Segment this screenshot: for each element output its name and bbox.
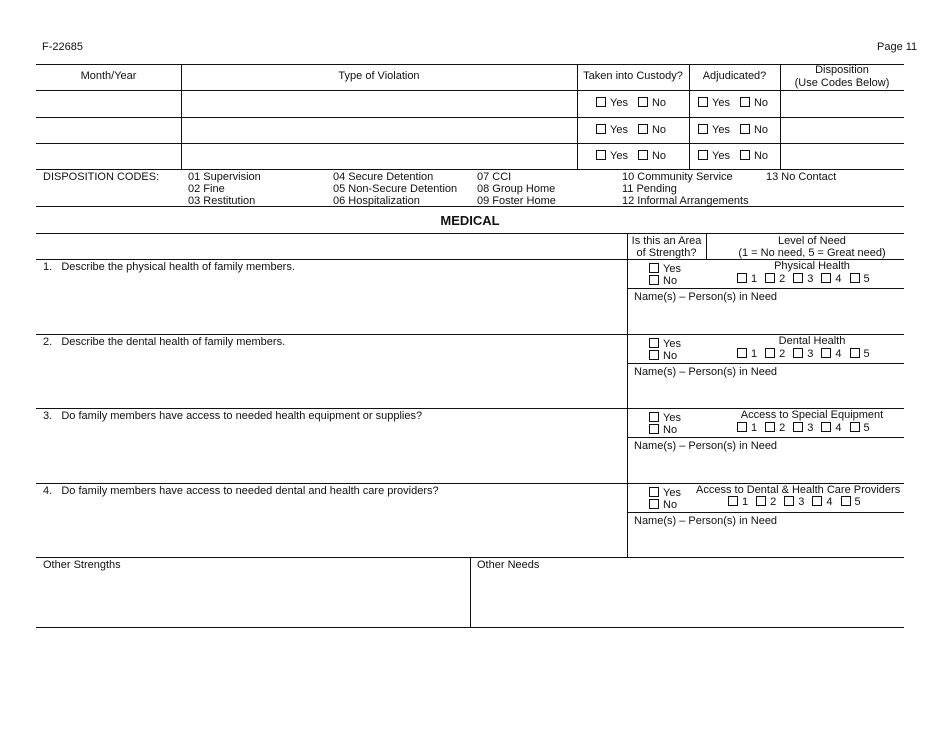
strength-no-checkbox[interactable] xyxy=(649,424,659,434)
need-label: Dental Health xyxy=(778,335,846,347)
adjudicated-row-2 xyxy=(698,124,778,136)
no-label: No xyxy=(753,97,769,109)
no-label: No xyxy=(663,499,678,511)
form-number: F-22685 xyxy=(42,41,83,53)
question-text xyxy=(43,261,295,273)
need-1-checkbox[interactable] xyxy=(728,496,738,506)
code-item: 01 Supervision xyxy=(188,171,261,183)
custody-no-checkbox[interactable] xyxy=(638,124,648,134)
scale-label: 4 xyxy=(835,348,842,360)
scale-label: 1 xyxy=(751,422,758,434)
custody-row-3 xyxy=(596,150,676,162)
need-5-checkbox[interactable] xyxy=(850,348,860,358)
strength-yes-checkbox[interactable] xyxy=(649,412,659,422)
yes-label: Yes xyxy=(663,412,681,424)
question-number: 4. xyxy=(43,485,53,497)
scale-label: 5 xyxy=(863,348,870,360)
adjudicated-no-checkbox[interactable] xyxy=(740,124,750,134)
strength-header xyxy=(627,235,706,259)
yes-label: Yes xyxy=(610,124,628,136)
need-2-checkbox[interactable] xyxy=(765,273,775,283)
need-header-line2: (1 = No need, 5 = Great need) xyxy=(738,247,886,259)
code-item: 03 Restitution xyxy=(188,195,256,207)
need-header-line1: Level of Need xyxy=(778,235,846,247)
codes-col-3 xyxy=(477,171,556,207)
question-number: 2. xyxy=(43,336,53,348)
need-scale xyxy=(737,422,878,434)
col-disposition-line1: Disposition xyxy=(815,64,869,76)
strength-choice xyxy=(649,338,681,362)
strength-no-checkbox[interactable] xyxy=(649,499,659,509)
question-number: 3. xyxy=(43,410,53,422)
medical-section-title: MEDICAL xyxy=(440,213,500,228)
no-label: No xyxy=(663,275,678,287)
code-item: 11 Pending xyxy=(622,183,677,195)
code-item: 10 Community Service xyxy=(622,171,733,183)
custody-yes-checkbox[interactable] xyxy=(596,97,606,107)
need-5-checkbox[interactable] xyxy=(850,273,860,283)
names-label: Name(s) – Person(s) in Need xyxy=(634,291,778,303)
adjudicated-yes-checkbox[interactable] xyxy=(698,150,708,160)
need-1-checkbox[interactable] xyxy=(737,422,747,432)
need-scale xyxy=(728,496,869,508)
no-label: No xyxy=(651,124,667,136)
adjudicated-row-3 xyxy=(698,150,778,162)
code-item: 05 Non-Secure Detention xyxy=(333,183,458,195)
need-4-checkbox[interactable] xyxy=(812,496,822,506)
adjudicated-no-checkbox[interactable] xyxy=(740,150,750,160)
page-number: Page 11 xyxy=(877,41,918,53)
need-3-checkbox[interactable] xyxy=(793,348,803,358)
other-needs-label: Other Needs xyxy=(477,559,540,571)
question-label: Describe the physical health of family members. xyxy=(61,261,295,273)
yes-label: Yes xyxy=(610,150,628,162)
need-label: Physical Health xyxy=(774,260,850,272)
need-4-checkbox[interactable] xyxy=(821,273,831,283)
scale-label: 5 xyxy=(863,422,870,434)
need-label: Access to Special Equipment xyxy=(740,409,884,421)
strength-yes-checkbox[interactable] xyxy=(649,263,659,273)
need-5-checkbox[interactable] xyxy=(841,496,851,506)
adjudicated-yes-checkbox[interactable] xyxy=(698,124,708,134)
yes-label: Yes xyxy=(663,338,681,350)
disposition-codes-label: DISPOSITION CODES: xyxy=(43,171,160,183)
need-4-checkbox[interactable] xyxy=(821,348,831,358)
no-label: No xyxy=(651,150,667,162)
scale-label: 5 xyxy=(854,496,861,508)
custody-no-checkbox[interactable] xyxy=(638,97,648,107)
custody-no-checkbox[interactable] xyxy=(638,150,648,160)
strength-choice xyxy=(649,487,681,511)
scale-label: 1 xyxy=(751,348,758,360)
code-item: 06 Hospitalization xyxy=(333,195,420,207)
scale-label: 2 xyxy=(779,348,786,360)
no-label: No xyxy=(753,124,769,136)
names-label: Name(s) – Person(s) in Need xyxy=(634,440,778,452)
question-text xyxy=(43,336,285,348)
need-2-checkbox[interactable] xyxy=(756,496,766,506)
codes-col-4 xyxy=(622,171,749,207)
yes-label: Yes xyxy=(663,263,681,275)
scale-label: 2 xyxy=(770,496,777,508)
strength-choice xyxy=(649,263,681,287)
code-item: 04 Secure Detention xyxy=(333,171,434,183)
code-item: 13 No Contact xyxy=(766,171,837,183)
strength-choice xyxy=(649,412,681,436)
need-3-checkbox[interactable] xyxy=(793,422,803,432)
yes-label: Yes xyxy=(712,97,730,109)
question-number: 1. xyxy=(43,261,53,273)
scale-label: 2 xyxy=(779,273,786,285)
code-item: 09 Foster Home xyxy=(477,195,556,207)
no-label: No xyxy=(753,150,769,162)
question-label: Do family members have access to needed health equipment or supplies? xyxy=(61,410,423,422)
question-text xyxy=(43,485,439,497)
scale-label: 4 xyxy=(826,496,833,508)
need-2-checkbox[interactable] xyxy=(765,422,775,432)
col-disposition-line2: (Use Codes Below) xyxy=(794,77,890,89)
scale-label: 2 xyxy=(779,422,786,434)
scale-label: 3 xyxy=(807,273,814,285)
scale-label: 3 xyxy=(807,348,814,360)
codes-col-2 xyxy=(333,171,457,207)
col-month-year: Month/Year xyxy=(80,70,137,82)
need-scale xyxy=(737,348,878,360)
yes-label: Yes xyxy=(610,97,628,109)
scale-label: 1 xyxy=(742,496,749,508)
strength-yes-checkbox[interactable] xyxy=(649,487,659,497)
custody-row-1 xyxy=(596,97,676,109)
codes-col-1 xyxy=(188,171,261,207)
adjudicated-no-checkbox[interactable] xyxy=(740,97,750,107)
adjudicated-row-1 xyxy=(698,97,778,109)
yes-label: Yes xyxy=(712,150,730,162)
need-label: Access to Dental & Health Care Providers xyxy=(696,484,901,496)
col-adjudicated: Adjudicated? xyxy=(702,70,767,82)
need-header xyxy=(706,235,918,259)
scale-label: 4 xyxy=(835,273,842,285)
col-disposition xyxy=(780,64,904,90)
need-scale xyxy=(737,273,878,285)
custody-yes-checkbox[interactable] xyxy=(596,150,606,160)
scale-label: 3 xyxy=(798,496,805,508)
question-label: Do family members have access to needed dental and health care providers? xyxy=(61,485,439,497)
names-label: Name(s) – Person(s) in Need xyxy=(634,366,778,378)
adjudicated-yes-checkbox[interactable] xyxy=(698,97,708,107)
custody-row-2 xyxy=(596,124,676,136)
names-label: Name(s) – Person(s) in Need xyxy=(634,515,778,527)
strength-no-checkbox[interactable] xyxy=(649,350,659,360)
need-3-checkbox[interactable] xyxy=(784,496,794,506)
strength-no-checkbox[interactable] xyxy=(649,275,659,285)
need-5-checkbox[interactable] xyxy=(850,422,860,432)
scale-label: 5 xyxy=(863,273,870,285)
no-label: No xyxy=(663,350,678,362)
need-4-checkbox[interactable] xyxy=(821,422,831,432)
code-item: 02 Fine xyxy=(188,183,225,195)
strength-header-line2: of Strength? xyxy=(636,247,697,259)
question-label: Describe the dental health of family members. xyxy=(61,336,286,348)
col-taken-into-custody: Taken into Custody? xyxy=(583,70,683,82)
scale-label: 4 xyxy=(835,422,842,434)
no-label: No xyxy=(663,424,678,436)
codes-col-5 xyxy=(766,171,836,183)
col-type-of-violation: Type of Violation xyxy=(338,70,420,82)
need-1-checkbox[interactable] xyxy=(737,348,747,358)
scale-label: 3 xyxy=(807,422,814,434)
need-3-checkbox[interactable] xyxy=(793,273,803,283)
yes-label: Yes xyxy=(712,124,730,136)
scale-label: 1 xyxy=(751,273,758,285)
code-item: 08 Group Home xyxy=(477,183,556,195)
code-item: 07 CCI xyxy=(477,171,512,183)
need-1-checkbox[interactable] xyxy=(737,273,747,283)
no-label: No xyxy=(651,97,667,109)
strength-header-line1: Is this an Area xyxy=(631,235,702,247)
yes-label: Yes xyxy=(663,487,681,499)
strength-yes-checkbox[interactable] xyxy=(649,338,659,348)
other-strengths-label: Other Strengths xyxy=(43,559,121,571)
code-item: 12 Informal Arrangements xyxy=(622,195,749,207)
custody-yes-checkbox[interactable] xyxy=(596,124,606,134)
need-2-checkbox[interactable] xyxy=(765,348,775,358)
question-text xyxy=(43,410,422,422)
